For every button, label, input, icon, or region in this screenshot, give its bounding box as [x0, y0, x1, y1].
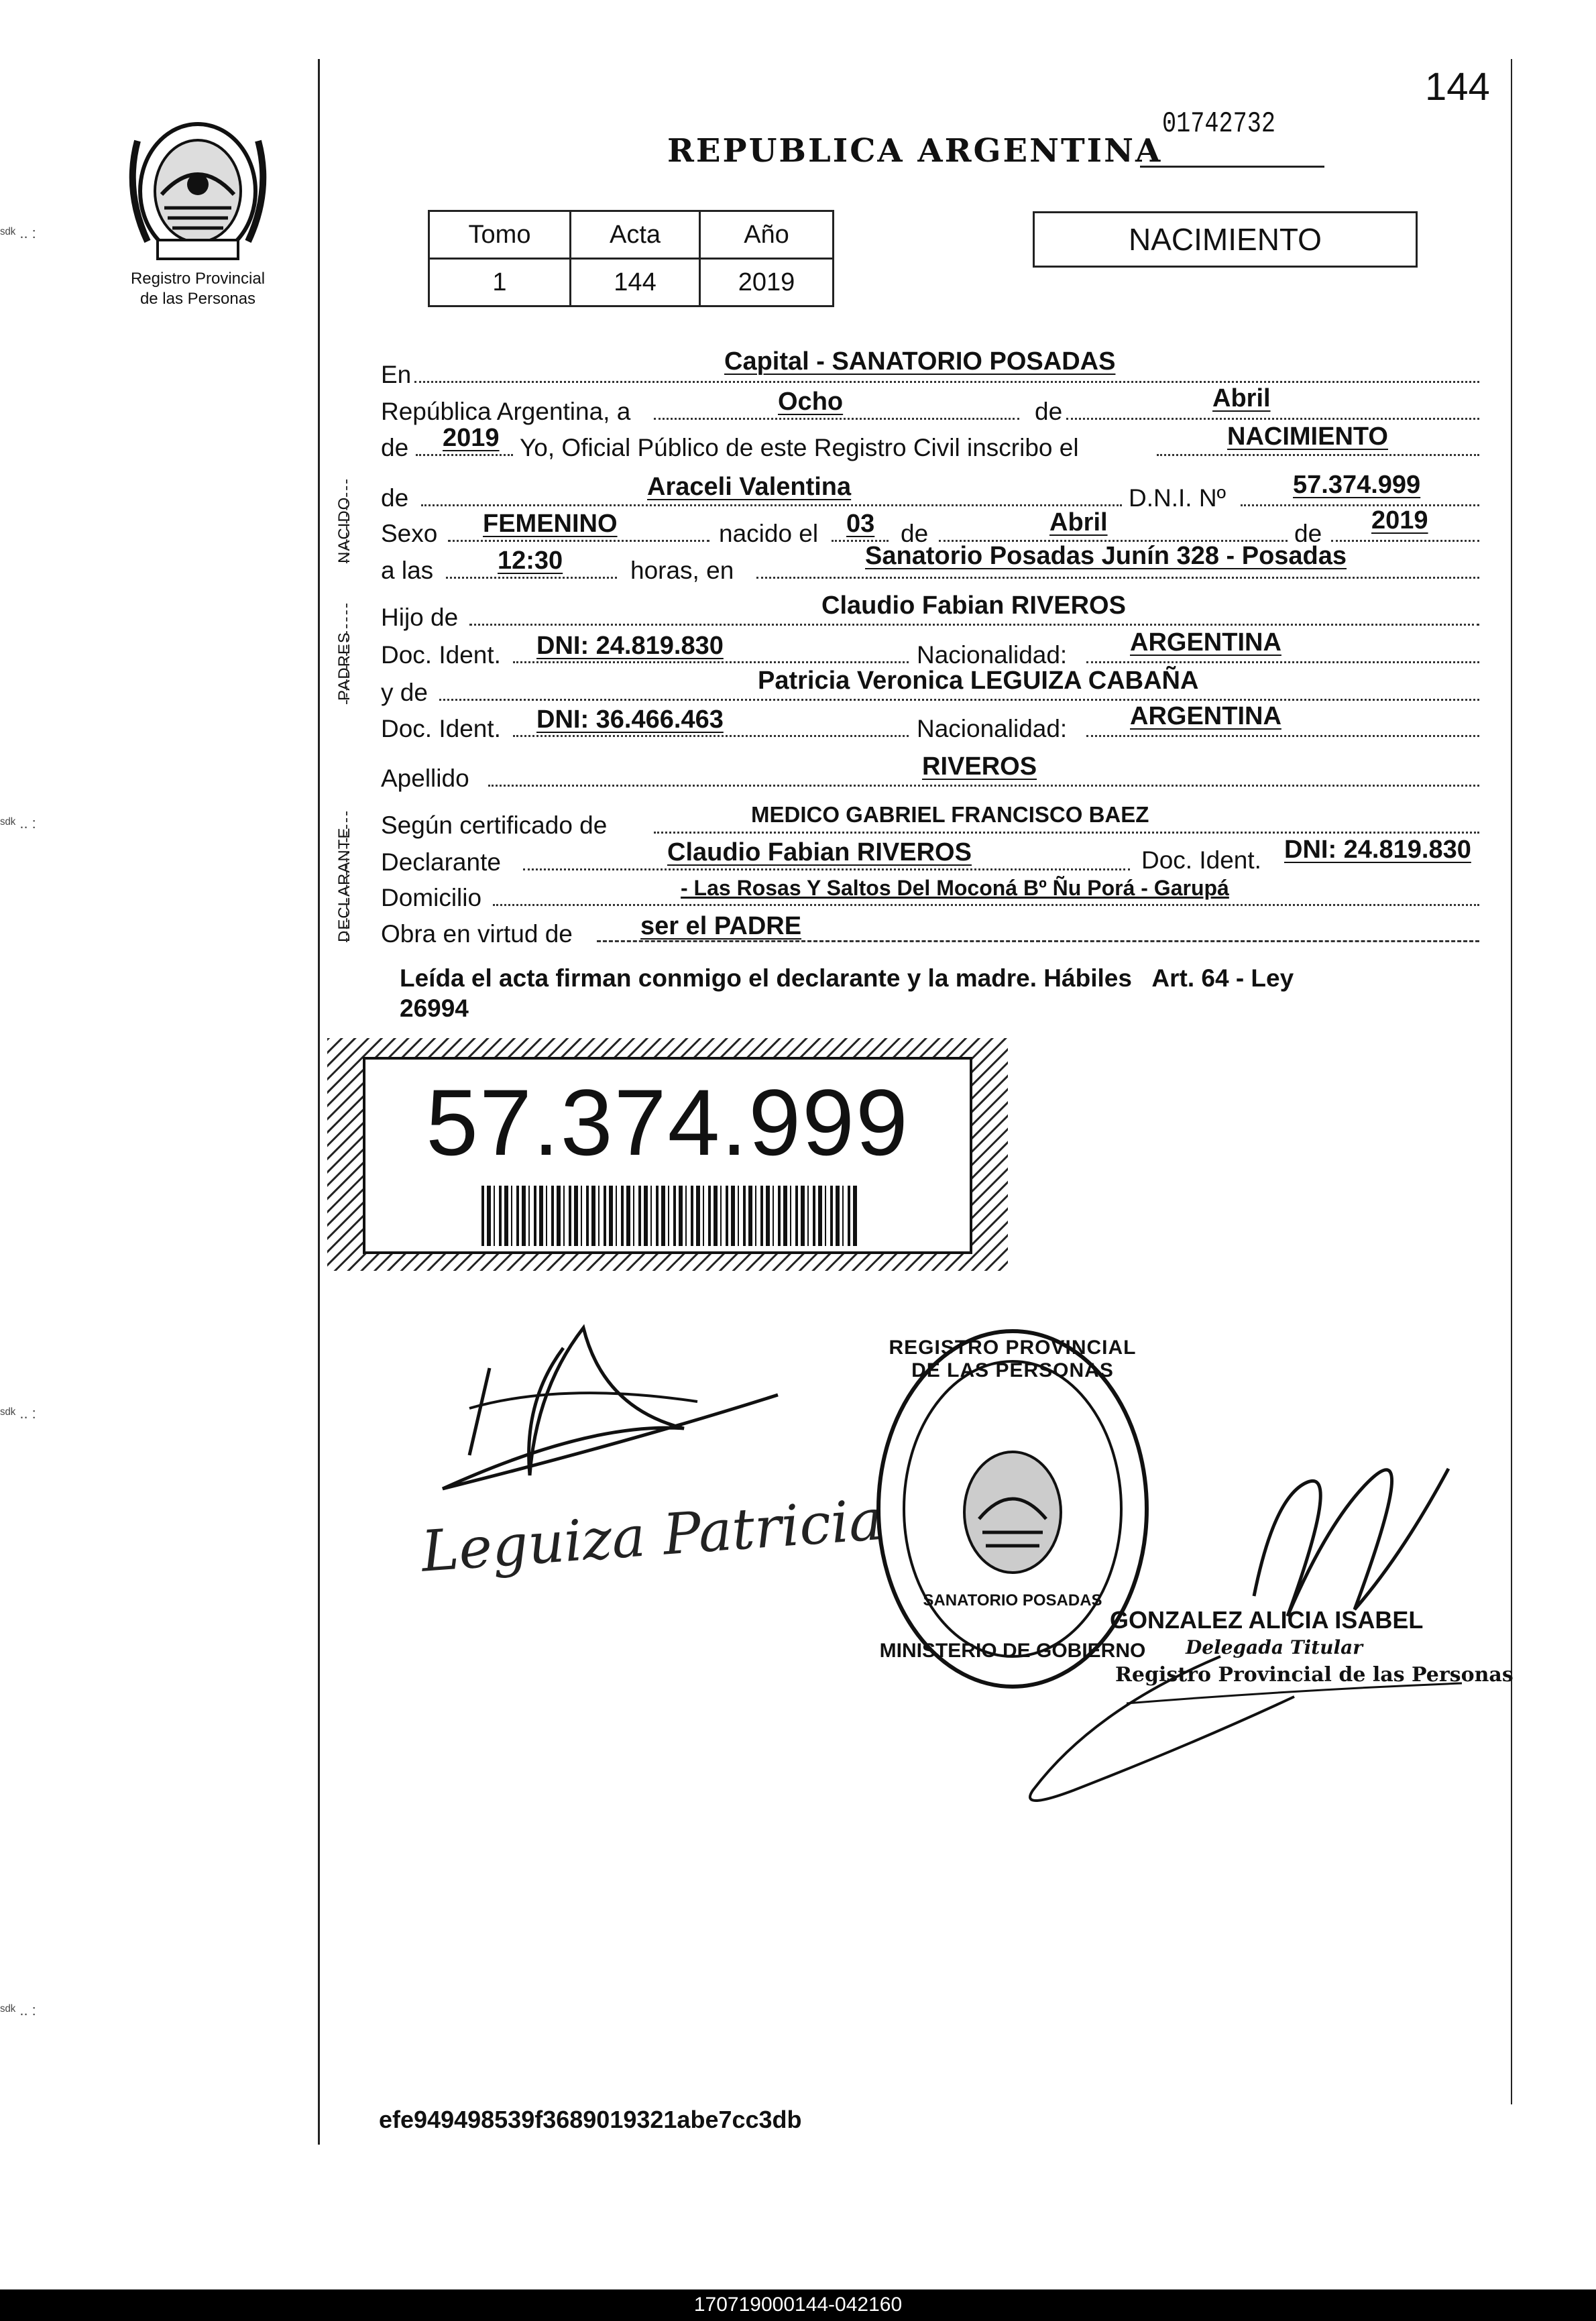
stamp-inner-text: SANATORIO POSADAS	[923, 1591, 1102, 1609]
table-header-acta: Acta	[571, 211, 700, 259]
mother-signature: Leguiza Patricia	[419, 1486, 885, 1585]
dotted-line	[654, 832, 1479, 834]
left-margin-line	[318, 59, 320, 2145]
dni-value: 57.374.999	[1293, 471, 1421, 499]
dotted-line	[414, 381, 1479, 383]
dotted-line	[421, 504, 1122, 506]
dotted-line	[654, 418, 1019, 420]
dotted-line	[513, 661, 909, 663]
madre-value: Patricia Veronica LEGUIZA CABAÑA	[758, 667, 1199, 695]
declarante-label: Declarante	[381, 848, 501, 876]
nacionalidad-label: Nacionalidad:	[917, 715, 1068, 742]
year-value: 2019	[443, 424, 500, 452]
padre-nacionalidad: ARGENTINA	[1130, 628, 1281, 657]
footer-code: 170719000144-042160	[693, 2294, 903, 2316]
lugar-value: Sanatorio Posadas Junín 328 - Posadas	[865, 542, 1347, 570]
document-type-box: NACIMIENTO	[1033, 211, 1418, 268]
de-label: de	[901, 520, 929, 547]
declarante-value: Claudio Fabian RIVEROS	[667, 838, 972, 866]
birth-day: 03	[846, 510, 875, 538]
dotted-line	[1331, 540, 1479, 542]
obra-value: ser el PADRE	[640, 912, 802, 940]
name-value: Araceli Valentina	[647, 473, 852, 501]
dotted-line	[513, 735, 909, 737]
republica-label: República Argentina, a	[381, 398, 631, 425]
domicilio-label: Domicilio	[381, 884, 482, 911]
de-label: de	[1035, 398, 1063, 425]
apellido-label: Apellido	[381, 765, 469, 792]
certificado-value: MEDICO GABRIEL FRANCISCO BAEZ	[751, 802, 1149, 827]
table-header-anio: Año	[700, 211, 834, 259]
sexo-value: FEMENINO	[483, 510, 618, 538]
obra-label: Obra en virtud de	[381, 920, 573, 948]
nacido-el-label: nacido el	[719, 520, 819, 547]
table-value-tomo: 1	[429, 259, 571, 306]
de-label: de	[381, 434, 409, 461]
doc-ident-label: Doc. Ident.	[381, 641, 501, 669]
official-name: GONZALEZ ALICIA ISABEL	[1110, 1606, 1424, 1634]
month-value: Abril	[1212, 384, 1271, 412]
right-margin-line	[1511, 59, 1512, 2104]
dotted-line	[448, 540, 709, 542]
official-title: Delegada Titular	[1186, 1636, 1363, 1658]
madre-doc: DNI: 36.466.463	[536, 705, 724, 734]
apellido-value: RIVEROS	[922, 752, 1037, 781]
hash-code: efe949498539f3689019321abe7cc3db	[379, 2106, 802, 2133]
madre-nacionalidad: ARGENTINA	[1130, 702, 1281, 730]
doc-ident-label: Doc. Ident.	[381, 715, 501, 742]
a-las-label: a las	[381, 557, 434, 584]
de-label: de	[381, 484, 409, 512]
footer-bar	[0, 2289, 1596, 2321]
side-label-nacido: NACIDO	[335, 496, 353, 563]
table-value-acta: 144	[571, 259, 700, 306]
dni-sticker-number: 57.374.999	[426, 1070, 909, 1175]
provincial-logo	[111, 114, 285, 315]
side-divider	[346, 479, 349, 563]
dotted-line	[469, 624, 1479, 626]
padre-value: Claudio Fabian RIVEROS	[821, 591, 1126, 620]
dotted-line	[1066, 418, 1479, 420]
side-label-declarante: DECLARANTE	[335, 827, 353, 942]
domicilio-value: - Las Rosas Y Saltos Del Moconá Bº Ñu Porá - Garupá	[681, 876, 1229, 900]
y-de-label: y de	[381, 679, 428, 706]
official-registry: Registro Provincial de las Personas	[1115, 1663, 1514, 1687]
birth-month: Abril	[1049, 508, 1108, 536]
dotted-line	[1086, 661, 1479, 663]
inscribo-label: Yo, Oficial Público de este Registro Civil inscribo el	[520, 434, 1079, 461]
dotted-line	[1157, 454, 1479, 456]
padre-doc: DNI: 24.819.830	[536, 632, 724, 660]
dni-sticker	[327, 1038, 1008, 1271]
acto-value: NACIMIENTO	[1227, 422, 1388, 451]
edge-speck: ˢᵈᵏ .. :	[0, 2002, 36, 2019]
closing-text-line1: Leída el acta firman conmigo el declarante y la madre. Hábiles Art. 64 - Ley	[400, 964, 1294, 992]
dotted-line	[488, 785, 1479, 787]
en-label: En	[381, 361, 412, 388]
logo-caption-line2: de las Personas	[139, 290, 256, 308]
coat-of-arms-icon	[111, 114, 285, 268]
barcode-icon	[481, 1186, 857, 1246]
declarante-doc: DNI: 24.819.830	[1284, 836, 1471, 864]
table-header-tomo: Tomo	[429, 211, 571, 259]
side-divider	[346, 811, 349, 942]
page-number: 144	[1425, 65, 1490, 109]
en-value: Capital - SANATORIO POSADAS	[724, 347, 1116, 376]
horas-en-label: horas, en	[630, 557, 734, 584]
table-value-anio: 2019	[700, 259, 834, 306]
dotted-line	[1241, 504, 1479, 506]
edge-speck: ˢᵈᵏ .. :	[0, 1405, 36, 1422]
serial-underline	[1140, 166, 1324, 168]
serial-number: 01742732	[1162, 107, 1275, 141]
doc-ident-label: Doc. Ident.	[1141, 846, 1261, 874]
dotted-line	[446, 577, 617, 579]
hora-value: 12:30	[498, 547, 563, 575]
nacionalidad-label: Nacionalidad:	[917, 641, 1068, 669]
dotted-line	[1086, 735, 1479, 737]
de-label: de	[1294, 520, 1322, 547]
edge-speck: ˢᵈᵏ .. :	[0, 815, 36, 832]
day-value: Ocho	[778, 388, 844, 416]
side-label-padres: PADRES	[335, 632, 353, 701]
side-divider	[346, 604, 349, 704]
logo-caption-line1: Registro Provincial	[130, 270, 266, 288]
dotted-line	[493, 904, 1479, 906]
stamp-bottom-text: MINISTERIO DE GOBIERNO	[879, 1640, 1146, 1662]
registry-table	[428, 210, 834, 307]
birth-year: 2019	[1371, 506, 1428, 534]
dotted-line	[756, 577, 1479, 579]
country-title: REPUBLICA ARGENTINA	[667, 132, 1163, 170]
sexo-label: Sexo	[381, 520, 438, 547]
edge-speck: ˢᵈᵏ .. :	[0, 225, 36, 241]
dni-label: D.N.I. Nº	[1129, 484, 1227, 512]
dotted-line	[439, 699, 1479, 701]
segun-label: Según certificado de	[381, 811, 608, 839]
hijo-de-label: Hijo de	[381, 604, 459, 631]
dotted-line	[523, 868, 1130, 870]
stamp-outer-text: REGISTRO PROVINCIAL DE LAS PERSONAS	[889, 1337, 1137, 1381]
closing-text-line2: 26994	[400, 995, 469, 1022]
dotted-line	[416, 454, 513, 456]
